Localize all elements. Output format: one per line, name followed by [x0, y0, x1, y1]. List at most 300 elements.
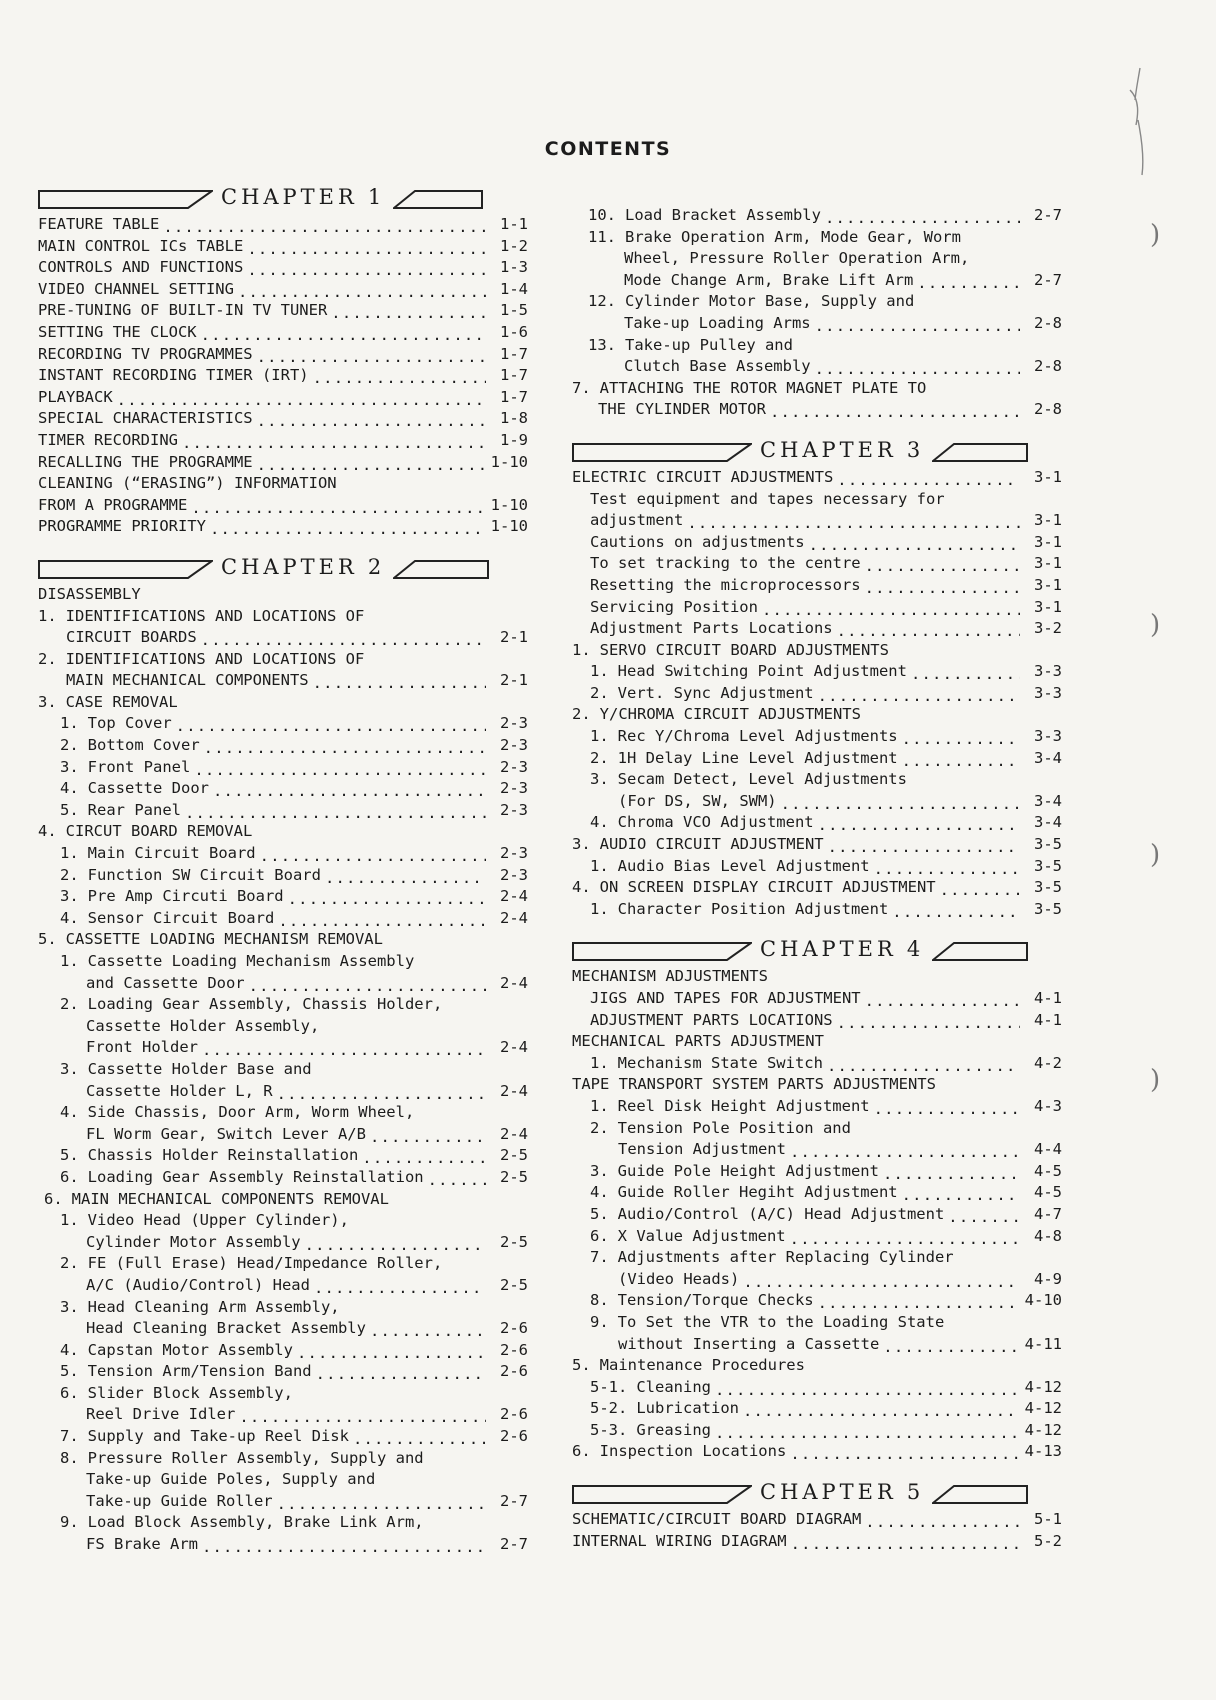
toc-entry-title: Take-up Pulley and — [625, 335, 793, 354]
dot-leader — [316, 1367, 486, 1383]
toc-entry-page: 4-5 — [1034, 1183, 1062, 1202]
dot-leader — [239, 1410, 486, 1426]
toc-entry — [38, 1081, 528, 1103]
toc-entry — [572, 1441, 1062, 1463]
toc-entry — [572, 489, 1062, 511]
toc-entry-title: X Value Adjustment — [617, 1226, 786, 1245]
toc-entry-page: 4-12 — [1024, 1377, 1062, 1396]
dot-leader — [277, 1496, 486, 1512]
toc-entry — [38, 735, 528, 757]
dot-leader — [790, 1447, 1020, 1463]
toc-entry-number: 4. — [38, 822, 57, 841]
toc-entry-title: Loading Gear Assembly Reinstallation — [87, 1167, 424, 1186]
toc-entry — [572, 335, 1062, 357]
toc-entry-page: 2-3 — [500, 779, 528, 798]
toc-entry-page: 4-2 — [1034, 1053, 1062, 1072]
toc-entry-page: 4-10 — [1024, 1291, 1062, 1310]
toc-entry — [572, 1377, 1062, 1399]
toc-entry-title: Resetting the microprocessors — [590, 575, 861, 594]
toc-entry — [572, 1290, 1062, 1312]
toc-entry-title: IDENTIFICATIONS AND LOCATIONS OF — [65, 606, 365, 625]
toc-entry-page: 2-1 — [500, 628, 528, 647]
toc-entry-title: Load Block Assembly, Brake Link Arm, — [87, 1513, 424, 1532]
toc-entry-title: RECORDING TV PROGRAMMES — [38, 344, 253, 363]
toc-entry-title: Pre Amp Circuti Board — [87, 887, 284, 906]
toc-entry-page: 4-8 — [1034, 1226, 1062, 1245]
dot-leader — [687, 516, 1020, 532]
toc-entry — [38, 929, 528, 951]
toc-entry-page: 3-4 — [1034, 748, 1062, 767]
chapter-2-continued-entries — [572, 205, 1062, 421]
toc-entry-title: To set tracking to the centre — [590, 554, 861, 573]
dot-leader — [770, 405, 1020, 421]
toc-entry-title: Test equipment and tapes necessary for — [590, 489, 945, 508]
toc-entry-title: RECALLING THE PROGRAMME — [38, 452, 253, 471]
toc-entry-title: Mechanism State Switch — [617, 1053, 823, 1072]
toc-entry — [572, 812, 1062, 834]
toc-entry-page: 4-11 — [1024, 1334, 1062, 1353]
toc-entry-title: Cassette Holder Assembly, — [86, 1016, 320, 1035]
dot-leader — [837, 473, 1020, 489]
toc-entry — [38, 692, 528, 714]
toc-entry-number: 1. — [60, 844, 79, 863]
toc-entry-page: 2-1 — [500, 671, 528, 690]
toc-entry — [572, 467, 1062, 489]
toc-entry-title: TIMER RECORDING — [38, 430, 178, 449]
toc-entry-title: DISASSEMBLY — [38, 584, 141, 603]
toc-entry-title: Head Cleaning Bracket Assembly — [86, 1319, 366, 1338]
toc-entry-title: Front Holder — [86, 1038, 198, 1057]
toc-entry-title: Clutch Base Assembly — [624, 357, 811, 376]
toc-entry-page: 2-4 — [500, 1124, 528, 1143]
toc-entry — [572, 1355, 1062, 1377]
toc-entry-page: 1-7 — [500, 366, 528, 385]
toc-entry-title: SETTING THE CLOCK — [38, 322, 197, 341]
toc-entry-title: Adjustment Parts Locations — [590, 619, 833, 638]
toc-entry-title: Tension/Torque Checks — [617, 1291, 814, 1310]
toc-entry-title: Sensor Circuit Board — [87, 908, 275, 927]
toc-entry-title: TAPE TRANSPORT SYSTEM PARTS ADJUSTMENTS — [572, 1075, 936, 1094]
toc-entry-page: 3-4 — [1034, 813, 1062, 832]
dot-leader — [163, 220, 486, 236]
dot-leader — [213, 784, 486, 800]
dot-leader — [194, 762, 486, 778]
toc-entry-number: 4. — [60, 908, 79, 927]
dot-leader — [185, 805, 486, 821]
toc-entry — [572, 205, 1062, 227]
toc-entry — [38, 757, 528, 779]
toc-entry-number: 3. — [590, 770, 609, 789]
toc-entry — [38, 886, 528, 908]
toc-entry-title: CASSETTE LOADING MECHANISM REMOVAL — [65, 930, 383, 949]
toc-entry-number: 1. — [590, 856, 609, 875]
toc-entry — [38, 713, 528, 735]
chapter-label: CHAPTER 2 — [221, 554, 386, 579]
toc-entry — [38, 1491, 528, 1513]
dot-leader — [902, 732, 1020, 748]
chapter-5-header — [572, 1479, 1062, 1505]
chapter-banner-left-shape — [38, 186, 213, 210]
dot-leader — [902, 753, 1020, 769]
toc-entry-title: Cassette Door — [87, 779, 209, 798]
dot-leader — [325, 870, 486, 886]
toc-entry — [572, 1269, 1062, 1291]
toc-entry-number: 4. — [572, 878, 591, 897]
toc-entry — [38, 778, 528, 800]
dot-leader — [182, 436, 486, 452]
toc-entry-page: 2-3 — [500, 800, 528, 819]
chapter-banner-left-shape — [572, 1481, 752, 1505]
toc-entry-number: 2. — [572, 705, 591, 724]
toc-entry-title: A/C (Audio/Control) Head — [86, 1275, 310, 1294]
toc-entry-page: 2-7 — [500, 1491, 528, 1510]
toc-entry-page: 1-4 — [500, 279, 528, 298]
toc-entry — [38, 670, 528, 692]
toc-entry — [572, 1161, 1062, 1183]
toc-entry-number: 3. — [60, 757, 79, 776]
toc-entry-title: Tension Adjustment — [618, 1140, 786, 1159]
toc-entry-title: Maintenance Procedures — [599, 1356, 805, 1375]
toc-entry-title: INTERNAL WIRING DIAGRAM — [572, 1531, 787, 1550]
toc-entry-title: PLAYBACK — [38, 387, 113, 406]
toc-entry-page: 1-10 — [490, 452, 528, 471]
toc-entry — [572, 1398, 1062, 1420]
toc-entry-title: Cylinder Motor Base, Supply and — [625, 292, 915, 311]
dot-leader — [204, 741, 486, 757]
dot-leader — [313, 371, 486, 387]
toc-entry-page: 2-4 — [500, 887, 528, 906]
toc-entry-number: 1. — [590, 1053, 609, 1072]
toc-entry-title: MAIN MECHANICAL COMPONENTS — [66, 671, 309, 690]
toc-entry-page: 2-3 — [500, 757, 528, 776]
toc-entry-title: SERVO CIRCUIT BOARD ADJUSTMENTS — [599, 640, 889, 659]
toc-entry-page: 3-1 — [1034, 532, 1062, 551]
toc-entry-number: 3. — [60, 1059, 79, 1078]
chapter-banner-right-shape — [932, 938, 1028, 962]
toc-entry-title: Function SW Circuit Board — [87, 865, 321, 884]
toc-entry-title: PRE-TUNING OF BUILT-IN TV TUNER — [38, 301, 328, 320]
toc-entry — [38, 1210, 528, 1232]
toc-entry-number: 10. — [588, 206, 616, 224]
toc-entry — [38, 1102, 528, 1124]
dot-leader — [865, 1515, 1020, 1531]
toc-entry — [572, 726, 1062, 748]
toc-entry-title: Cautions on adjustments — [590, 532, 805, 551]
dot-leader — [825, 211, 1020, 227]
toc-entry — [38, 821, 528, 843]
toc-entry — [572, 378, 1062, 400]
toc-entry-title: Character Position Adjustment — [617, 899, 889, 918]
dot-leader — [370, 1129, 486, 1145]
dot-leader — [247, 263, 486, 279]
dot-leader — [818, 1296, 1020, 1312]
dot-leader — [790, 1145, 1020, 1161]
toc-entry — [38, 1297, 528, 1319]
toc-entry-page: 3-5 — [1034, 856, 1062, 875]
toc-entry-title: Chassis Holder Reinstallation — [87, 1146, 359, 1165]
toc-entry-number: 4. — [590, 813, 609, 832]
toc-entry-number: 2. — [60, 995, 79, 1014]
toc-entry-page: 3-5 — [1034, 835, 1062, 854]
dot-leader — [260, 849, 486, 865]
toc-entry-number: 6. — [60, 1167, 79, 1186]
toc-entry — [38, 973, 528, 995]
toc-entry-page: 2-7 — [500, 1535, 528, 1554]
toc-entry-number: 3. — [60, 887, 79, 906]
dot-leader — [257, 414, 486, 430]
toc-entry-page: 2-4 — [500, 1081, 528, 1100]
toc-entry — [572, 1031, 1062, 1053]
toc-entry-title: CIRCUIT BOARDS — [66, 628, 197, 647]
toc-entry-page: 2-8 — [1034, 357, 1062, 376]
toc-entry-title: Cassette Loading Mechanism Assembly — [87, 952, 415, 970]
toc-entry-title: without Inserting a Cassette — [618, 1334, 880, 1353]
left-column — [38, 184, 528, 1556]
toc-entry-title: FROM A PROGRAMME — [38, 495, 188, 514]
toc-entry-page: 1-2 — [500, 236, 528, 255]
toc-entry-number: 2. — [590, 1118, 609, 1137]
toc-entry-page: 1-9 — [500, 430, 528, 449]
toc-entry-number: 6. — [572, 1442, 591, 1461]
toc-entry-number: 6. — [60, 1383, 79, 1402]
toc-entry-title: Reel Disk Height Adjustment — [617, 1096, 870, 1115]
toc-entry — [38, 584, 528, 606]
toc-entry-number: 7. — [590, 1248, 609, 1267]
toc-entry-title: Take-up Guide Poles, Supply and — [86, 1470, 376, 1489]
dot-leader — [911, 667, 1020, 683]
toc-entry — [38, 843, 528, 865]
toc-entry-title: Guide Pole Height Adjustment — [617, 1161, 879, 1180]
toc-entry-title: Chroma VCO Adjustment — [617, 813, 814, 832]
toc-entry-number: 5. — [38, 930, 57, 949]
toc-entry-title: and Cassette Door — [86, 973, 245, 992]
dot-leader — [117, 392, 486, 408]
toc-entry-page: 3-3 — [1034, 683, 1062, 702]
toc-entry-number: 1. — [590, 899, 609, 918]
toc-entry-page: 4-5 — [1034, 1161, 1062, 1180]
toc-entry-title: CLEANING (“ERASING”) INFORMATION — [38, 474, 337, 493]
toc-entry — [572, 640, 1062, 662]
dot-leader — [892, 904, 1020, 920]
corner-scribble — [1120, 60, 1180, 180]
toc-entry — [572, 1204, 1062, 1226]
toc-entry-title: Servicing Position — [590, 597, 758, 616]
dot-leader — [791, 1536, 1020, 1552]
toc-entry-title: Take-up Loading Arms — [624, 313, 811, 332]
toc-entry-page: 2-8 — [1034, 313, 1062, 332]
dot-leader — [428, 1173, 486, 1189]
toc-entry-title: FEATURE TABLE — [38, 215, 160, 233]
toc-entry-title: adjustment — [590, 511, 684, 530]
toc-entry-title: Rear Panel — [87, 800, 181, 819]
toc-entry-title: Greasing — [636, 1420, 711, 1439]
toc-entry — [572, 683, 1062, 705]
toc-entry — [38, 1318, 528, 1340]
dot-leader — [305, 1237, 486, 1253]
toc-entry-number: 7. — [60, 1427, 79, 1446]
dot-leader — [781, 796, 1020, 812]
binder-mark: ) — [1150, 840, 1161, 870]
toc-entry — [572, 899, 1062, 921]
toc-entry-title: Head Switching Point Adjustment — [617, 662, 907, 681]
toc-entry — [38, 344, 528, 366]
toc-entry-title: ADJUSTMENT PARTS LOCATIONS — [590, 1010, 833, 1029]
toc-entry — [38, 1534, 528, 1556]
toc-entry-number: 5. — [60, 800, 79, 819]
toc-entry — [38, 387, 528, 409]
toc-entry-page: 3-2 — [1034, 619, 1062, 638]
dot-leader — [865, 559, 1020, 575]
toc-entry-page: 3-1 — [1034, 597, 1062, 616]
toc-entry — [572, 856, 1062, 878]
toc-entry-title: CIRCUT BOARD REMOVAL — [65, 822, 253, 841]
toc-entry-title: Lubrication — [636, 1399, 739, 1418]
dot-leader — [277, 1086, 486, 1102]
toc-entry-title: Inspection Locations — [599, 1442, 787, 1461]
dot-leader — [257, 349, 486, 365]
dot-leader — [809, 537, 1020, 553]
toc-entry — [572, 1334, 1062, 1356]
toc-entry-title: ON SCREEN DISPLAY CIRCUIT ADJUSTMENT — [599, 878, 936, 897]
toc-entry-number: 1. — [590, 662, 609, 681]
toc-entry-page: 1-1 — [500, 215, 528, 233]
dot-leader — [247, 241, 486, 257]
binder-mark: ) — [1150, 220, 1161, 250]
toc-entry — [38, 1189, 528, 1211]
toc-entry — [572, 399, 1062, 421]
dot-leader — [865, 994, 1020, 1010]
toc-entry-number: 5. — [60, 1146, 79, 1165]
toc-entry-page: 1-7 — [500, 344, 528, 363]
toc-entry-number: 5. — [572, 1356, 591, 1375]
toc-entry — [572, 1096, 1062, 1118]
toc-entry-page: 2-6 — [500, 1362, 528, 1381]
dot-leader — [837, 1015, 1020, 1031]
toc-entry-number: 5-3. — [590, 1420, 628, 1439]
toc-entry-page: 2-5 — [500, 1232, 528, 1251]
toc-entry — [572, 618, 1062, 640]
toc-entry-title: Capstan Motor Assembly — [87, 1340, 293, 1359]
toc-entry — [572, 1010, 1062, 1032]
toc-entry-number: 1. — [60, 952, 79, 970]
toc-entry-title: Top Cover — [87, 714, 172, 733]
dot-leader — [874, 1102, 1020, 1118]
toc-entry-page: 1-5 — [500, 301, 528, 320]
toc-entry-title: Side Chassis, Door Arm, Worm Wheel, — [87, 1103, 415, 1122]
toc-entry-number: 8. — [60, 1448, 79, 1467]
dot-leader — [790, 1231, 1020, 1247]
binder-mark: ) — [1150, 610, 1161, 640]
toc-entry-page: 4-9 — [1034, 1269, 1062, 1288]
toc-entry — [572, 1139, 1062, 1161]
toc-entry-page: 3-5 — [1034, 878, 1062, 897]
chapter-1-header — [38, 184, 528, 210]
dot-leader — [837, 624, 1020, 640]
chapter-2-header — [38, 554, 528, 580]
dot-leader — [815, 319, 1020, 335]
dot-leader — [815, 362, 1020, 378]
toc-entry — [38, 1426, 528, 1448]
toc-entry-title: Head Cleaning Arm Assembly, — [87, 1297, 340, 1316]
toc-entry-page: 2-7 — [1034, 206, 1062, 224]
dot-leader — [948, 1210, 1020, 1226]
toc-entry — [572, 704, 1062, 726]
toc-entry — [38, 516, 528, 538]
toc-entry — [572, 877, 1062, 899]
dot-leader — [902, 1188, 1020, 1204]
toc-entry-page: 2-8 — [1034, 400, 1062, 419]
chapter-banner-left-shape — [38, 556, 213, 580]
toc-entry — [572, 291, 1062, 313]
toc-entry — [572, 1226, 1062, 1248]
toc-entry-page: 4-12 — [1024, 1420, 1062, 1439]
toc-entry — [572, 1118, 1062, 1140]
toc-entry-title: ATTACHING THE ROTOR MAGNET PLATE TO — [599, 378, 927, 397]
dot-leader — [353, 1432, 486, 1448]
toc-entry-title: INSTANT RECORDING TIMER (IRT) — [38, 366, 309, 385]
toc-entry-number: 2. — [590, 683, 609, 702]
dot-leader — [191, 500, 486, 516]
toc-entry-number: 2. — [60, 865, 79, 884]
toc-entry — [572, 988, 1062, 1010]
toc-entry-number: 4. — [60, 1340, 79, 1359]
dot-leader — [257, 457, 486, 473]
dot-leader — [917, 275, 1020, 291]
chapter-label: CHAPTER 4 — [760, 937, 925, 962]
toc-entry-number: 6. — [590, 1226, 609, 1245]
toc-entry — [38, 1340, 528, 1362]
chapter-4-header — [572, 936, 1062, 962]
dot-leader — [865, 581, 1020, 597]
toc-entry — [38, 322, 528, 344]
toc-entry-number: 5. — [60, 1362, 79, 1381]
toc-entry-number: 9. — [60, 1513, 79, 1532]
dot-leader — [883, 1339, 1020, 1355]
toc-entry-number: 11. — [588, 227, 616, 246]
toc-entry — [38, 300, 528, 322]
toc-entry-title: (For DS, SW, SWM) — [618, 791, 777, 810]
toc-entry-number: 7. — [572, 378, 591, 397]
toc-entry — [38, 1124, 528, 1146]
dot-leader — [313, 676, 486, 692]
chapter-label: CHAPTER 1 — [221, 185, 386, 209]
chapter-banner-left-shape — [572, 938, 752, 962]
toc-entry-page: 2-4 — [500, 1038, 528, 1057]
toc-entry-number: 2. — [590, 748, 609, 767]
toc-entry-number: 3. — [60, 1297, 79, 1316]
page-title: CONTENTS — [544, 138, 672, 160]
dot-leader — [331, 306, 486, 322]
toc-entry — [38, 800, 528, 822]
toc-entry — [38, 408, 528, 430]
dot-leader — [201, 633, 486, 649]
toc-entry-page: 3-1 — [1034, 554, 1062, 573]
dot-leader — [201, 328, 486, 344]
dot-leader — [827, 1058, 1020, 1074]
toc-entry — [572, 510, 1062, 532]
toc-entry-title: Y/CHROMA CIRCUIT ADJUSTMENTS — [599, 705, 861, 724]
toc-entry — [572, 1312, 1062, 1334]
chapter-banner-right-shape — [932, 1481, 1028, 1505]
toc-entry-number: 4. — [60, 779, 79, 798]
dot-leader — [249, 978, 486, 994]
chapter-label: CHAPTER 3 — [760, 437, 925, 462]
toc-entry — [572, 356, 1062, 378]
binder-mark: ) — [1150, 1065, 1161, 1095]
toc-entry-number: 1. — [590, 1096, 609, 1115]
toc-entry — [38, 606, 528, 628]
dot-leader — [297, 1345, 486, 1361]
